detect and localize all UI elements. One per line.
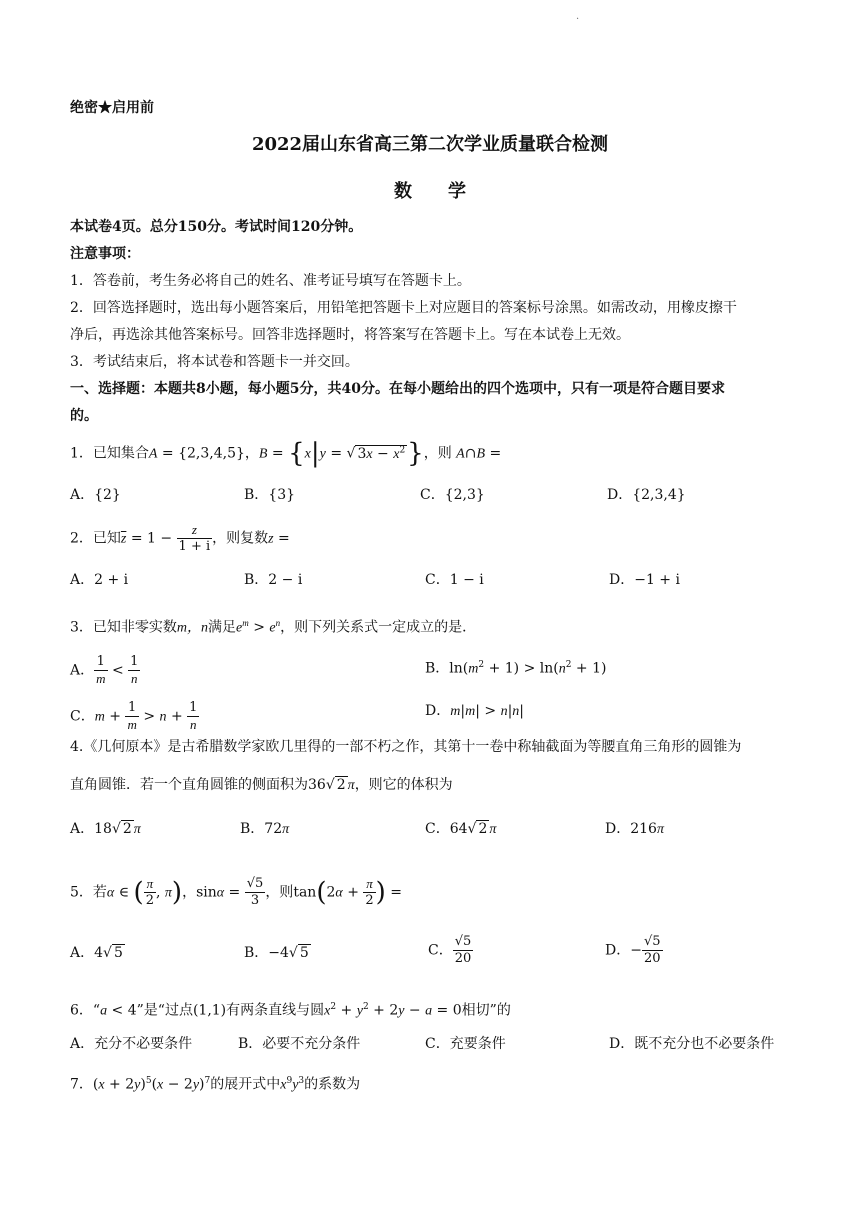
- question-2: 2．已知$\overline{z} = 1$ − $\frac{z}{1 + i}$ ，则复数z =: [70, 522, 290, 554]
- q1-option-a: A．{2}: [70, 487, 121, 503]
- question-6: 6．“a < 4”是“过点(1,1)有两条直线与圆$x^2 + y^2 + 2y - a = 0$相切”的: [70, 1002, 511, 1019]
- exam-title: 2022届山东省高三第二次学业质量联合检测: [251, 134, 609, 155]
- secret-label: 绝密★启用前: [70, 100, 154, 116]
- q4-option-c: C．64√ 2 π: [425, 821, 497, 837]
- q4-option-b: B．72π: [240, 821, 290, 837]
- q5-option-b: B．−4√ 5: [244, 945, 309, 961]
- note-item: 2．回答选择题时，选出每小题答案后，用铅笔把答题卡上对应题目的答案标号涂黑。如需改动，用橡皮擦干: [70, 300, 737, 316]
- q3-option-d: D．m|m| > n|n|: [425, 703, 524, 719]
- q3-option-c: C．m + $\frac{1}{m}$ > n + $\frac{1}{n}$: [70, 700, 198, 732]
- q2-option-b: B．2 − i: [244, 572, 303, 588]
- question-1: 1．已知集合A = {2,3,4,5}，B = {x|y = √ $3x - x^2$}，则 A∩B =: [70, 438, 502, 469]
- q6-option-c: C．充要条件: [425, 1036, 506, 1052]
- top-dot: ·: [576, 14, 580, 25]
- q6-option-b: B．必要不充分条件: [238, 1036, 361, 1052]
- q6-option-a: A．充分不必要条件: [70, 1036, 193, 1052]
- q1-option-b: B．{3}: [244, 487, 296, 503]
- q1-option-d: D．{2,3,4}: [607, 487, 686, 503]
- question-5: 5．若α ∈ ( $\frac{\pi}{2}$ , π)，sinα = $\frac{√5}{3}$ ，则tan(2α + $\frac{\pi}{2}$ ) =: [70, 876, 403, 908]
- question-4-line2: 直角圆锥．若一个直角圆锥的侧面积为36√ 2 π，则它的体积为: [70, 777, 453, 793]
- subject-title: 数 学: [394, 181, 466, 202]
- q4-option-a: A．18√ 2 π: [70, 821, 141, 837]
- note-item: 3．考试结束后，将本试卷和答题卡一并交回。: [70, 354, 359, 370]
- note-item: 净后，再选涂其他答案标号。回答非选择题时，将答案写在答题卡上。写在本试卷上无效。: [70, 327, 630, 343]
- q5-option-c: C． $\frac{√5}{20}$: [428, 934, 472, 966]
- exam-info: 本试卷4页。总分150分。考试时间120分钟。: [70, 219, 363, 235]
- q5-option-a: A．4√ 5: [70, 945, 123, 961]
- q2-option-d: D．−1 + i: [609, 572, 680, 588]
- q6-option-d: D．既不充分也不必要条件: [609, 1036, 775, 1052]
- q5-option-d: D．− $\frac{√5}{20}$: [605, 934, 661, 966]
- question-4-line1: 4.《几何原本》是古希腊数学家欧几里得的一部不朽之作，其第十一卷中称轴截面为等腰直角三角形的圆锥为: [70, 739, 742, 755]
- q3-option-a: A． $\frac{1}{m}$ < $\frac{1}{n}$: [70, 654, 139, 686]
- section-heading: 一、选择题：本题共8小题，每小题5分，共40分。在每小题给出的四个选项中，只有一项是符合题目要求: [70, 381, 725, 397]
- notes-heading: 注意事项：: [70, 246, 140, 262]
- section-heading-cont: 的。: [70, 408, 98, 424]
- q1-option-c: C．{2,3}: [420, 487, 485, 503]
- note-item: 1．答卷前，考生务必将自己的姓名、准考证号填写在答题卡上。: [70, 273, 471, 289]
- q2-option-a: A．2 + i: [70, 572, 129, 588]
- question-7: 7．$(x + 2y)^5(x - 2y)^7$的展开式中$x^9y^3$的系数为: [70, 1076, 361, 1093]
- q2-option-c: C．1 − i: [425, 572, 484, 588]
- q3-option-b: B．$\ln(m^2 + 1) > \ln(n^2 + 1)$: [425, 660, 607, 677]
- question-3: 3．已知非零实数m，n满足$e^m > e^n$，则下列关系式一定成立的是．: [70, 618, 477, 636]
- q4-option-d: D．216π: [605, 821, 664, 837]
